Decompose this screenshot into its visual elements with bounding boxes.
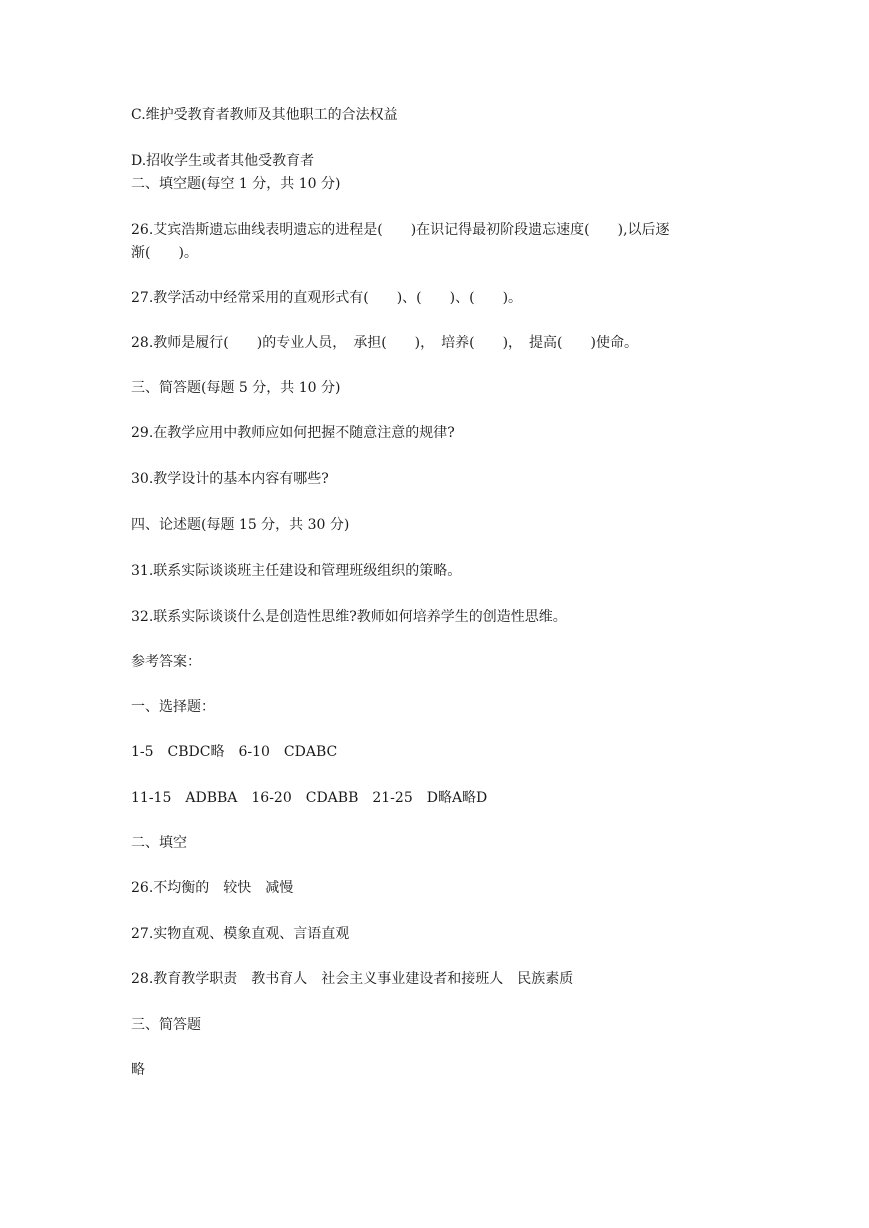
question-31: 31.联系实际谈谈班主任建设和管理班级组织的策略。	[131, 563, 462, 579]
answers-short-answer-heading: 三、简答题	[131, 1017, 201, 1033]
answers-11-25: 11-15 ADBBA 16-20 CDABB 21-25 D略A略D	[131, 790, 488, 806]
answers-short-answer-body: 略	[131, 1062, 145, 1078]
option-d: D.招收学生或者其他受教育者	[131, 153, 315, 169]
question-27: 27.教学活动中经常采用的直观形式有( )、( )、( )。	[131, 290, 523, 306]
question-28: 28.教师是履行( )的专业人员， 承担( )， 培养( )， 提高( )使命。	[131, 335, 638, 351]
answers-1-10: 1-5 CBDC略 6-10 CDABC	[131, 744, 338, 760]
question-29: 29.在教学应用中教师应如何把握不随意注意的规律?	[131, 425, 455, 441]
option-c: C.维护受教育者教师及其他职工的合法权益	[131, 107, 398, 123]
answers-multiple-choice-heading: 一、选择题：	[131, 699, 215, 715]
section-heading-essay: 四、论述题(每题 15 分，共 30 分)	[131, 517, 350, 533]
answers-heading: 参考答案：	[131, 654, 201, 670]
question-26-line-1: 26.艾宾浩斯遗忘曲线表明遗忘的进程是( )在识记得最初阶段遗忘速度( ),以后逐	[131, 222, 670, 238]
answers-fill-blank-heading: 二、填空	[131, 835, 187, 851]
question-26-line-2: 渐( )。	[131, 245, 198, 261]
answer-26: 26.不均衡的 较快 减慢	[131, 880, 294, 896]
answer-28: 28.教育教学职责 教书育人 社会主义事业建设者和接班人 民族素质	[131, 971, 574, 987]
section-heading-short-answer: 三、简答题(每题 5 分，共 10 分)	[131, 380, 341, 396]
question-30: 30.教学设计的基本内容有哪些?	[131, 471, 329, 487]
section-heading-fill-blank: 二、填空题(每空 1 分，共 10 分)	[131, 176, 341, 192]
question-32: 32.联系实际谈谈什么是创造性思维?教师如何培养学生的创造性思维。	[131, 609, 567, 625]
answer-27: 27.实物直观、模象直观、言语直观	[131, 926, 350, 942]
